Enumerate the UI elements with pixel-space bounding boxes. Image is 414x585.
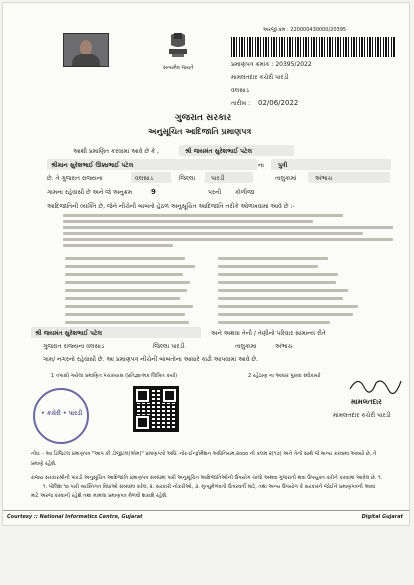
village-basis-line: ગામ/ નગરનો રહેવાસી છે. આ પ્રમાણપત્ર નીચેની બાબતોના આધારે કાઢી આપવામાં આવે છે. xyxy=(43,356,258,363)
qr-finder xyxy=(163,389,176,402)
second-suffix: અને અથવા તેની / તેણીનો પરિવાર સામાન્ય રીતે xyxy=(211,330,326,337)
list-line-right xyxy=(218,297,343,300)
list-line-right xyxy=(218,281,336,284)
photo-body xyxy=(72,54,100,66)
certificate-number: પ્રમાણપત્ર ક્રમાંક : 20395/2022 xyxy=(231,61,312,68)
certify-text: આથી પ્રમાણિત કરવામાં આવે છે કે , xyxy=(73,148,159,155)
signature-image xyxy=(348,373,403,397)
state-label: છે. તે ગુજરાત રાજ્યના xyxy=(47,175,103,182)
usage-para-1: રાજ્ય સરકારશ્રીની પારડી અનુસૂચિત આદિજાતિ પ્રમાણપત્ર સંબંધમાં પારી અનુસૂચિત આદિજાતિઓની ઉપયોગ ચાલો અથવા ગુજરાતી થવા ઉપયુક્ત કરીને કરવામાં આવેલ છે. ૧. xyxy=(31,475,383,481)
list-line-right xyxy=(218,257,328,260)
usage-para-2: ૧. પોલિશ ૧૦ પારી વ્યક્તિગત વિધાઓ સંબંધમાં કરેલ, ૨. સરકારી નોકરીઓ, ૩. મૃત્યુમેળવતી ઉત્તરવર્તી માટે, તથા અન્ય ઉપયોગ કે સરકારને જોઈને પ્રમાણપત્રની આવાં xyxy=(43,484,376,490)
list-line-right xyxy=(218,313,353,316)
district-label: જિલ્લા xyxy=(179,175,196,182)
qr-finder xyxy=(136,389,149,402)
applicant-photo xyxy=(63,33,109,67)
legal-line xyxy=(63,232,363,235)
constitution-text: આદિજાતિની વ્યક્તિ છે, જેને નીચેની બાબતો હેઠળ અનુસૂચિત આદિજાતિ તરીકે ઓળખવામાં આવે છે :- xyxy=(47,203,295,210)
footer-courtesy: Courtesy :: National Informatics Centre, Gujarat xyxy=(7,514,143,520)
second-name: શ્રી જયમંત સુરેશભાઈ પટેલ xyxy=(35,330,103,337)
footer-brand: Digital Gujarat xyxy=(361,514,403,520)
office-line2: વલસાડ xyxy=(231,87,249,94)
office-seal xyxy=(33,388,89,444)
serial-number: 9 xyxy=(151,188,156,196)
list-line-left xyxy=(65,257,185,260)
relation-box xyxy=(271,159,391,170)
list-line-left xyxy=(65,281,190,284)
taluka-label: તાલુકામાં xyxy=(275,175,297,182)
list-line-left xyxy=(65,297,180,300)
community-label: પરની xyxy=(208,189,222,196)
village-value: અંભાચ xyxy=(315,175,333,182)
legal-line xyxy=(63,226,393,229)
barcode xyxy=(231,37,396,57)
list-line-right xyxy=(218,289,348,292)
list-line-left xyxy=(65,273,183,276)
list-line-left xyxy=(65,265,195,268)
second-taluka: તાલુકામા xyxy=(235,343,257,350)
legal-line xyxy=(63,238,393,241)
office-line1: મામલતદાર કચેરી પારડી xyxy=(231,74,289,81)
relation-value: પુત્રી xyxy=(278,162,288,169)
list-line-right xyxy=(218,321,330,324)
list-line-left xyxy=(65,305,193,308)
basis-item-2: 2 રહેઠાણ ના આધાર પુરાવા સ્વીકાર્યા xyxy=(248,373,321,379)
taluka-value: પારડી xyxy=(211,175,225,182)
seal-text: • કચેરી • પારડી xyxy=(41,410,83,417)
village-label: ગામના રહેવાસી છે અને જે અનુક્રમ xyxy=(47,189,133,196)
list-line-left xyxy=(65,321,189,324)
footer xyxy=(3,510,409,526)
national-emblem-icon xyxy=(163,31,193,65)
applicant-name: શ્રી જયમંત સુરેશભાઈ પટેલ xyxy=(185,148,253,155)
relation-suffix: ના xyxy=(258,162,264,169)
qr-finder xyxy=(136,416,149,429)
title-certificate: અનુસૂચિત આદિજાતિ પ્રમાણપત્ર xyxy=(148,127,252,136)
certificate-page xyxy=(2,2,410,526)
community-value: કોળીજા xyxy=(235,189,255,196)
digital-note: નોંધ: - આ ડિજિટલ પ્રમાણપત્ર "આપ કી ડીજીટલ(એમ)" પ્રમાણપત્રો અધિ. નોર-ઈન્ફોર્મેશન અધિનિયમ,૨૦૦૦ ની કલમ ૨(૧૭) અને તેની સાથે જે માન્ય કરવામાં આવ્યો છે, તે xyxy=(31,451,377,457)
basis-item-1: 1 તપાસી ગયેલા પ્રમાણિત પંચકયાસ (પ્રતિજ્ઞાત્મક લિખિત કર્યા) xyxy=(51,373,178,379)
legal-line xyxy=(63,244,173,247)
list-line-right xyxy=(218,305,358,308)
list-line-left xyxy=(65,289,187,292)
legal-line xyxy=(63,214,343,217)
usage-para-3: માટે અરજ કરવાની રહેશે તથા મામલા પ્રમાણપત્ર મેળવી શકાશે રહેશે. xyxy=(31,493,168,499)
second-village: અંભાચ xyxy=(275,343,293,350)
date-value: 02/06/2022 xyxy=(258,99,299,107)
second-state: ગુજરાત રાજ્યના વલસાડ xyxy=(43,343,105,350)
list-line-right xyxy=(218,265,318,268)
qr-code xyxy=(133,386,179,432)
emblem-caption: સત્યમેવ જયતે xyxy=(163,65,194,71)
legal-line xyxy=(63,220,313,223)
father-name: શ્રીમાન સુરેશભાઈ ઊક્કાભાઈ પટેલ xyxy=(51,162,134,169)
district-value: વલસાડ xyxy=(135,175,153,182)
signatory-title: મામલતદાર xyxy=(351,398,382,406)
signatory-office: મામલતદાર કચેરી પારડી xyxy=(333,412,391,419)
digital-note-2: પ્રમાણે રહેશે. xyxy=(31,461,57,467)
second-district: જિલ્લા પારડી xyxy=(153,343,185,350)
list-line-right xyxy=(218,273,338,276)
date-label: તારીખ : xyxy=(231,100,251,107)
list-line-left xyxy=(65,313,185,316)
application-id: અરજી ક્રમ : 220000430000/20395 xyxy=(263,27,347,33)
title-government: ગુજરાત સરકાર xyxy=(175,113,232,123)
